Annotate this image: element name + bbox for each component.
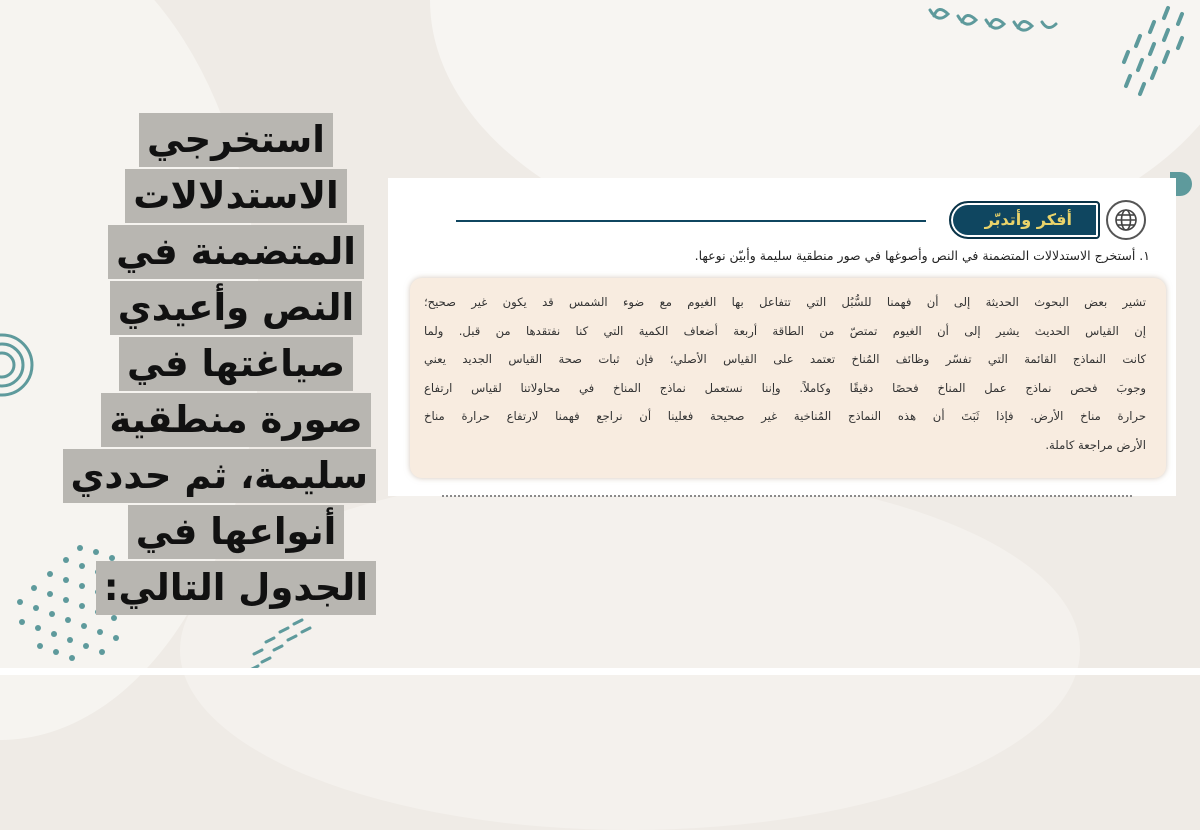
question-text: ١. أستخرج الاستدلالات المتضمنة في النص وأصوغها في صور منطقية سليمة وأبيّن نوعها. xyxy=(694,248,1150,263)
title-line: صياغتها في xyxy=(119,337,353,391)
dotted-divider xyxy=(442,495,1132,497)
globe-emblem-icon xyxy=(1106,200,1146,240)
bottom-strip xyxy=(0,668,1200,675)
title-line: صورة منطقية xyxy=(101,393,370,447)
passage-line: وجوبَ فحص نماذج عمل المناخ فحصًا دقيقًا وكاملاً. وإننا نستعمل نماذج المناخ في محاولاتنا لقياس ارتفاع xyxy=(424,380,1146,395)
dash-decoration-bottom xyxy=(246,618,316,675)
title-line: الاستدلالات xyxy=(125,169,346,223)
title-line: استخرجي xyxy=(139,113,333,167)
title-line: النص وأعيدي xyxy=(110,281,362,335)
section-badge: أفكر وأتدبّر xyxy=(949,201,1100,239)
title-line: الجدول التالي: xyxy=(96,561,376,615)
title-line: أنواعها في xyxy=(128,505,345,559)
passage-line: إن القياس الحديث يشير إلى أن الغيوم تمتصّ من الطاقة أربعة أضعاف الكمية التي كنا نفتقدها من قبل. ولما xyxy=(424,323,1146,338)
circles-decoration-left xyxy=(0,325,40,405)
passage-line: الأرض مراجعة كاملة. xyxy=(1045,437,1146,452)
dash-decoration-top-right xyxy=(1108,0,1188,110)
passage-box xyxy=(410,278,1166,478)
slide-title xyxy=(70,112,376,616)
textbook-excerpt xyxy=(388,178,1176,496)
passage-line: كانت النماذج القائمة التي تفسّر وظائف المُناخ تعتمد على القياس الأصلي؛ فإن ثبات صحة القياس الجديد يعني xyxy=(424,352,1146,366)
passage-line: تشير بعض البحوث الحديثة إلى أن فهمنا للسُّبُل التي تتفاعل بها الغيوم مع ضوء الشمس قد يكون غير صحيح؛ xyxy=(424,295,1146,309)
section-header xyxy=(949,200,1146,240)
passage-line: حرارة مناخ الأرض. فإذا ثَبَتَ أن هذه النماذج المُناخية غير صحيحة فعلينا أن نراجع فهمنا لارتفاع حرارة مناخ xyxy=(424,409,1146,423)
swirl-decoration-top xyxy=(920,0,1070,50)
title-line: المتضمنة في xyxy=(108,225,364,279)
badge-rule xyxy=(456,220,926,222)
title-line: سليمة، ثم حددي xyxy=(63,449,377,503)
